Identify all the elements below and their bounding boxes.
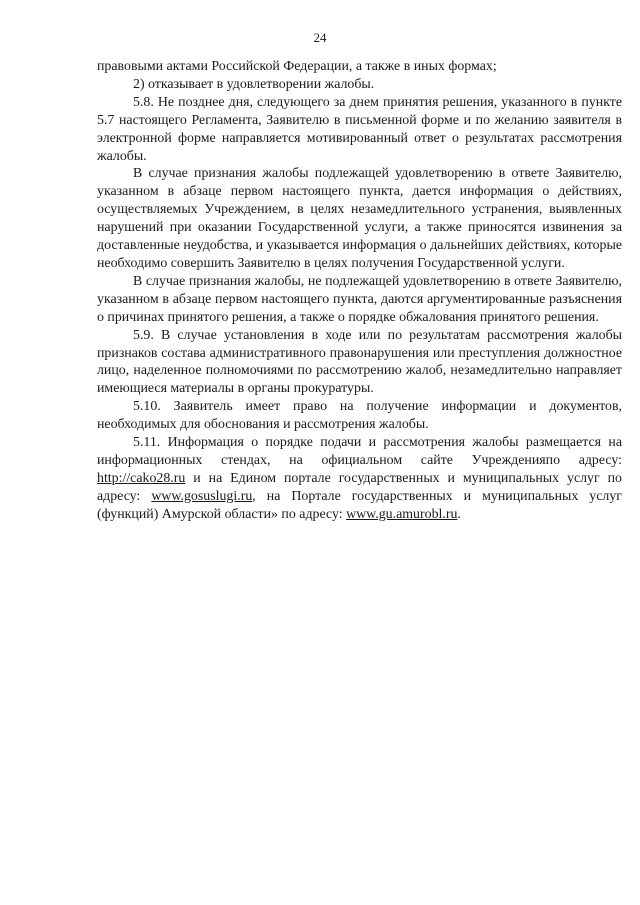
page-number: 24 [313,30,327,45]
paragraph-5-10: 5.10. Заявитель имеет право на получение информации и документов, необходимых для обоснования и рассмотрения жалобы. [97,399,622,433]
paragraph-5-11-text-2: и на Едином портале государственных и муниципальных услуг по адресу: [97,470,622,504]
paragraph-5-8: 5.8. Не позднее дня, следующего за днем принятия решения, указанного в пункте 5.7 настоящего Регламента, Заявителю в письменной форме и по желанию заявителя в электронной форме направляется мотивированный ответ о результатах рассмотрения жалобы. [97,94,622,164]
paragraph-continuation: правовыми актами Российской Федерации, а также в иных формах; [97,59,497,74]
link-cako28[interactable]: http://cako28.ru [97,470,186,486]
paragraph-complaint-rejected: В случае признания жалобы, не подлежащей удовлетворению в ответе Заявителю, указанном в абзаце первом настоящего пункта, даются аргументированные разъяснения о причинах принятого решения, а также о порядке обжалования принятого решения. [97,273,622,325]
paragraph-item-2: 2) отказывает в удовлетворении жалобы. [133,76,375,92]
document-body [97,58,622,524]
link-gu-amurobl[interactable]: www.gu.amurobl.ru [346,506,458,522]
paragraph-5-11-text-1: 5.11. Информация о порядке подачи и рассмотрения жалобы размещается на информационных стендах, на официальном сайте Учрежденияпо адресу: [97,435,622,468]
paragraph-5-11-text-4: . [457,506,461,522]
paragraph-5-11 [97,434,622,524]
paragraph-5-9: 5.9. В случае установления в ходе или по результатам рассмотрения жалобы признаков состава административного правонарушения или преступления должностное лицо, наделенное полномочиями по рассмотрению жалоб, незамедлительно направляет имеющиеся материалы в органы прокуратуры. [97,327,622,397]
link-gosuslugi[interactable]: www.gosuslugi.ru [151,488,253,504]
paragraph-5-11-text-3: , на Портале государственных и муниципальных услуг (функций) Амурской области» по адресу: [97,488,622,522]
paragraph-complaint-satisfied: В случае признания жалобы подлежащей удовлетворению в ответе Заявителю, указанном в абзаце первом настоящего пункта, дается информация о действиях, осуществляемых Учреждением, в целях незамедлительного устранения, выявленных нарушений при оказании Государственной услуги, а также приносятся извинения за доставленные неудобства, и указывается информация о дальнейших действиях, которые необходимо совершить Заявителю в целях получения Государственной услуги. [97,166,622,271]
